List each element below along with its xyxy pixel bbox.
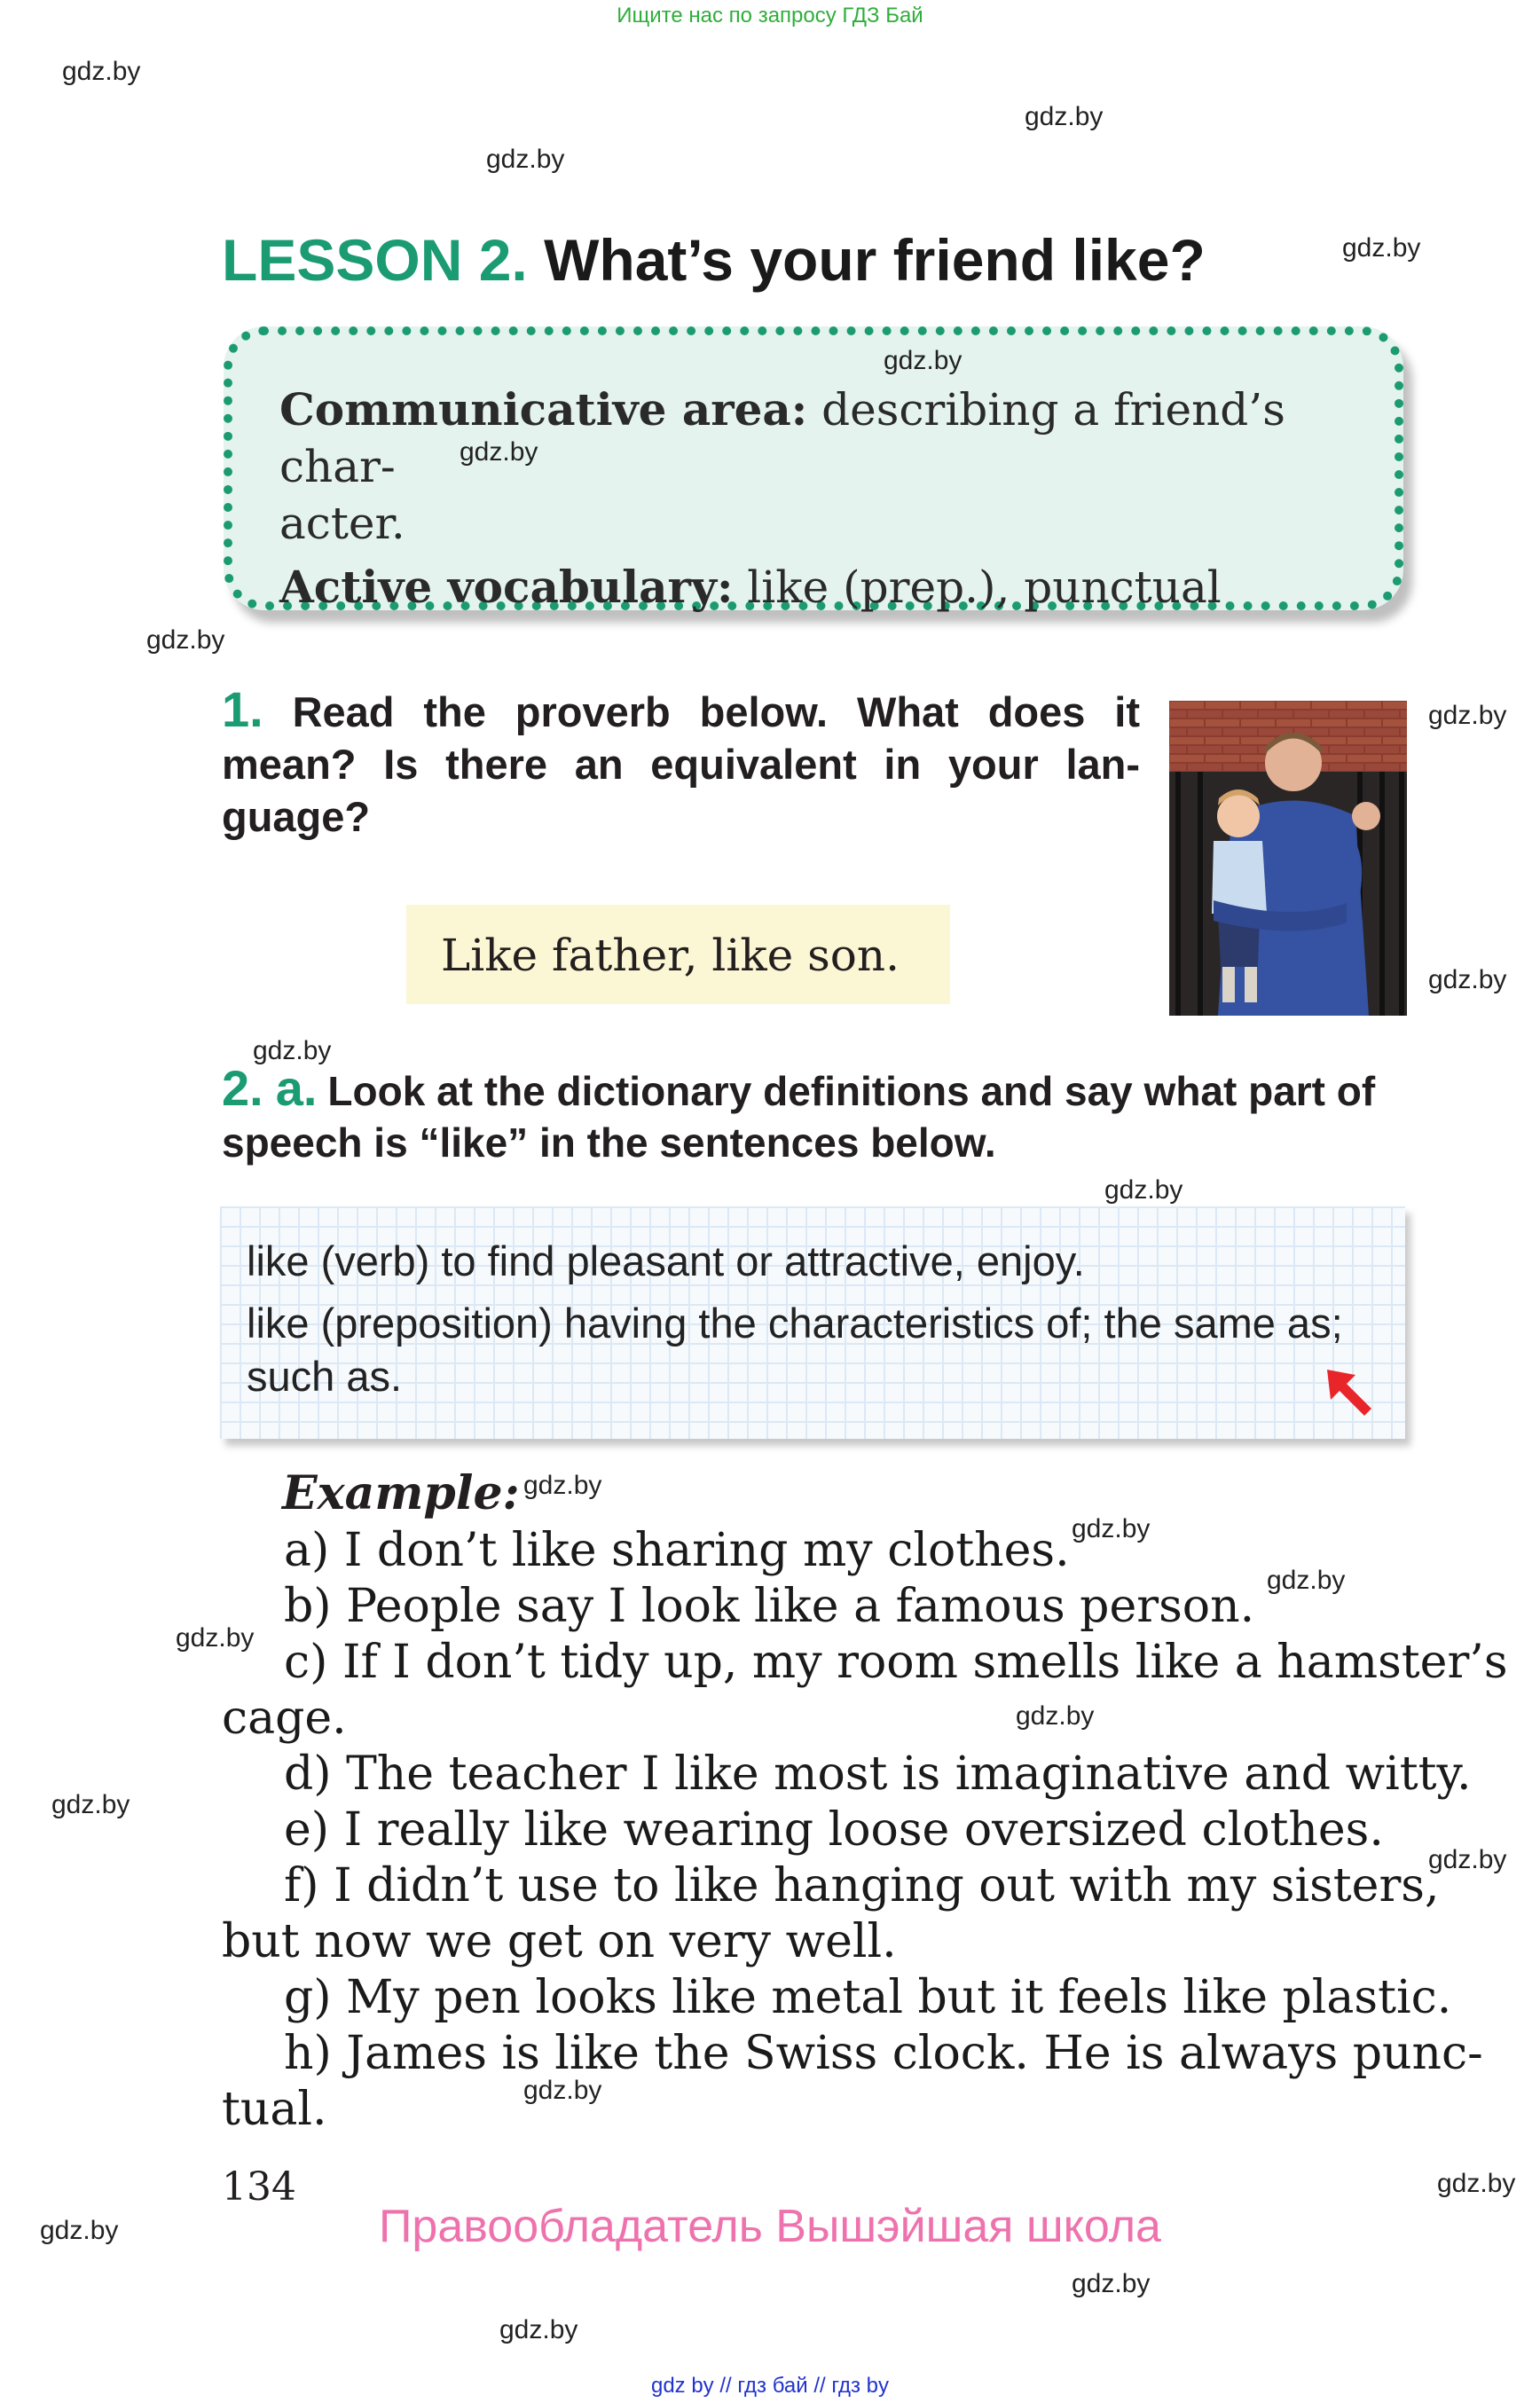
father-son-photo [1169, 701, 1407, 1016]
watermark: gdz.by [499, 2315, 578, 2344]
watermark: gdz.by [523, 2076, 602, 2105]
communicative-area-label: Communicative area: [279, 383, 808, 436]
proverb: Like father, like son. [441, 930, 900, 981]
watermark: gdz.by [1428, 1845, 1507, 1874]
watermark: gdz.by [1072, 1514, 1151, 1543]
definition-preposition: like (preposition) having the characteristics of; the same as; such as. [247, 1300, 1343, 1400]
watermark: gdz.by [253, 1036, 332, 1065]
task-1 [222, 683, 1140, 843]
info-box-text [279, 381, 1379, 616]
example-line: cage. [222, 1692, 347, 1745]
definitions-text [247, 1235, 1382, 1403]
example-line: f) I didn’t use to like hanging out with my sisters, [284, 1859, 1440, 1912]
rights-holder: Правообладатель Вышэйшая школа [379, 2201, 1161, 2252]
example-label: Example: [282, 1466, 520, 1520]
watermark: gdz.by [460, 437, 538, 467]
active-vocabulary-label: Active vocabulary: [279, 561, 734, 613]
task-1-number: 1. [222, 681, 263, 737]
watermark: gdz.by [1437, 2169, 1516, 2198]
watermark: gdz.by [1428, 701, 1507, 730]
task-2a [222, 1060, 1410, 1168]
communicative-area-text: describing a friend’s char- [279, 384, 1285, 492]
watermark: gdz.by [1267, 1566, 1346, 1595]
active-vocabulary-text: like (prep.), punctual [733, 561, 1222, 613]
task-2-letter: a. [275, 1060, 318, 1116]
watermark: gdz.by [1025, 102, 1104, 131]
watermark: gdz.by [176, 1623, 255, 1653]
watermark: gdz.by [1342, 233, 1421, 263]
watermark: gdz.by [523, 1471, 602, 1500]
page-number: 134 [222, 2164, 296, 2210]
communicative-area-text-cont: acter. [279, 498, 405, 549]
task-1-text: Read the proverb below. What does it mean? Is there an equivalent in your lan-guage? [222, 688, 1140, 840]
watermark: gdz.by [884, 346, 962, 375]
example-line: c) If I don’t tidy up, my room smells like a hamster’s [284, 1636, 1508, 1689]
top-banner[interactable]: Ищите нас по запросу ГДЗ Бай [617, 4, 923, 27]
example-line: but now we get on very well. [222, 1915, 897, 1968]
task-2-text: Look at the dictionary definitions and say what part of speech is “like” in the sentences below. [222, 1068, 1376, 1166]
lesson-number: LESSON 2. [222, 227, 528, 293]
watermark: gdz.by [146, 625, 225, 655]
watermark: gdz.by [1104, 1175, 1183, 1205]
example-line: tual. [222, 2083, 327, 2136]
example-line: g) My pen looks like metal but it feels like plastic. [284, 1971, 1452, 2024]
lesson-heading: What’s your friend like? [544, 227, 1206, 293]
task-2-number: 2. [222, 1060, 263, 1116]
example-line: h) James is like the Swiss clock. He is always punc- [284, 2027, 1483, 2080]
example-line: d) The teacher I like most is imaginative and witty. [284, 1747, 1472, 1801]
footer-links[interactable]: gdz by // гдз бай // гдз by [650, 2374, 890, 2398]
watermark: gdz.by [1016, 1701, 1095, 1731]
watermark: gdz.by [1428, 965, 1507, 994]
lesson-title [222, 226, 1206, 294]
watermark: gdz.by [486, 145, 565, 174]
watermark: gdz.by [51, 1790, 130, 1819]
example-line: a) I don’t like sharing my clothes. [284, 1524, 1070, 1577]
watermark: gdz.by [62, 57, 141, 86]
watermark: gdz.by [1072, 2269, 1151, 2298]
red-arrow-icon [1324, 1366, 1377, 1419]
definition-verb: like (verb) to find pleasant or attractive, enjoy. [247, 1237, 1085, 1284]
example-line: b) People say I look like a famous person. [284, 1580, 1255, 1633]
watermark: gdz.by [40, 2216, 119, 2245]
example-line: e) I really like wearing loose oversized clothes. [284, 1803, 1384, 1857]
